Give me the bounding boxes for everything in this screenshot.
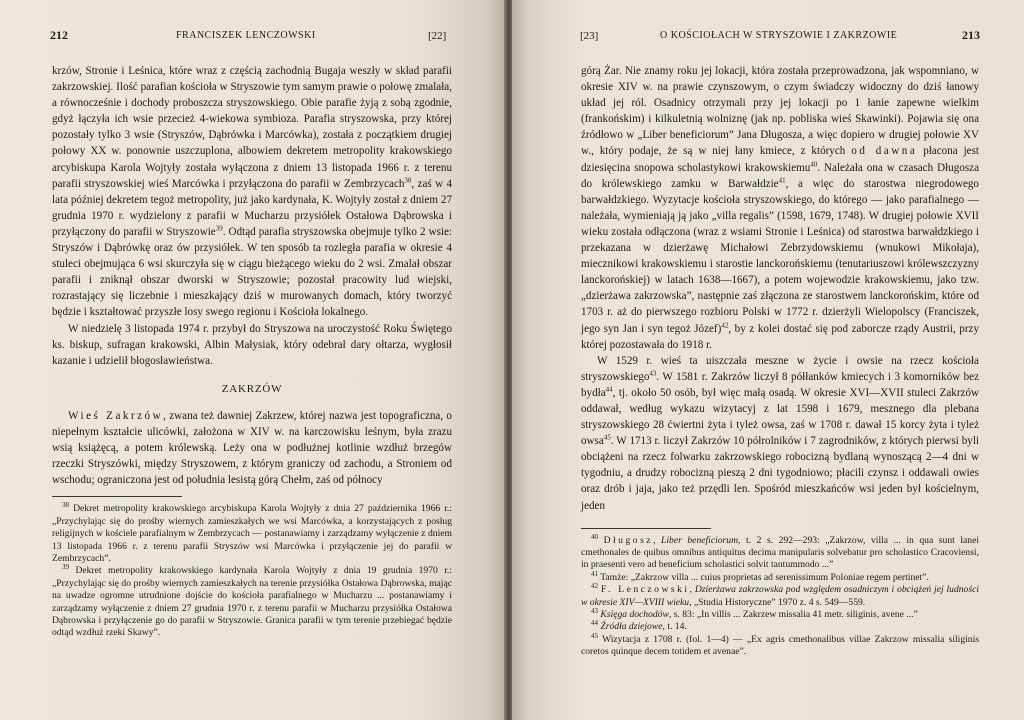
section-title: ZAKRZÓW (221, 382, 283, 395)
paragraph: krzów, Stronie i Leśnica, które wraz z częścią zachodnią Bugaja weszły w skład parafii zakrzowskiej. Ilość parafian kościoła w Stryszowie tym samym prawie o połowę zmalała, a równocześnie i dochody proboszcza stryszowskiego. Obie parafie żyją z sobą zgodnie, gdyż łączyła ich wsie przecież 4-wiekowa symbioza. Parafia stryszowska, przy której pozostały tylko 3 wsie (Stryszów, Dąbrówka i Marcówka), została z początkiem drugiej połowy XX w. ponownie uszczuplona, albowiem dekretem metropolity krakowskiego arcybiskupa Karola Wojtyły została wyłączona z dniem 13 listopada 1966 r. z terenu parafii stryszowskiej wieś Marcówka i przyłączona do parafii w Zembrzycach$^{38}$, zaś w 4 lata później dekretem tegoż metropolity, już jako kardynała, K. Wojtyły został z dniem 27 grudnia 1970 r. wydzielony z parafii w Mucharzu przysiółek Ostałowa Dąbrowska i przyłączony do parafii w Stryszowie$^{39}$. Odtąd parafia stryszowska obejmuje tylko 2 wsie: Stryszów i Dąbrówkę oraz ów przysiółek. W ten sposób ta rozległa parafia w okresie 4 stuleci obejmująca 6 wsi skurczyła się w ciągu bieżącego wieku do 2 wsi. Zmalał obszar parafii i zniknął obszar dworski w Stryszowie; pozostał pracowity lud wiejski, rozrastający się liczebnie i mieszkający dziś w murowanych domach, który tworzyć będzie i kształtować przyszłe losy swego regionu i Kościoła lokalnego. (52, 65, 452, 319)
paragraph: Wieś Zakrzów, zwana też dawniej Zakrzew, której nazwa jest topograficzna, o niepełnym kształcie ulicówki, założona w XIV w. na karczowisku leśnym, była zrazu wsią książęcą, a potem królewską. Leży ona w podłużnej kotlinie wzdłuż brzegów rzeczki Stryszówki, między Stryszowem, z którym graniczy od zachodu, a Stroniem od wschodu; ograniczona jest od południa lesistą górą Chełm, zaś od północy (52, 409, 452, 487)
footnote-ref: 38 (404, 175, 412, 184)
right-body (581, 63, 979, 659)
left-body (52, 63, 452, 640)
footnote: $^{43}$ Księga dochodów, s. 83: „In villis ... Zakrzew missalia 41 metr. siliginis, avene ...” (591, 606, 918, 621)
footnote: $^{40}$ Długosz, Liber beneficiorum, t. 2 s. 292—293: „Zakrzow, villa ... in qua sunt lanei cmethonales de quibus omnibus antiquitus decima manipularis solvebatur pro scholastico Cracoviensi, in praesenti vero ad beneficium scholastici solvit tantummodo ...” (581, 532, 980, 571)
header-bracket: [23] (580, 30, 599, 42)
page-number: 212 (50, 28, 68, 42)
footnote-ref: 41 (778, 175, 786, 184)
footnote-ref: 45 (603, 433, 611, 442)
footnote-divider (52, 496, 182, 497)
footnote-ref: 44 (605, 385, 613, 394)
header-bracket: [22] (428, 30, 447, 42)
footnotes (581, 532, 980, 659)
paragraph: W 1529 r. wieś ta uiszczała meszne w życie i owsie na rzecz kościoła stryszowskiego$^{43}$. W 1581 r. Zakrzów liczył 8 półłanków kmiecych i 3 komorników bez bydła$^{44}$, tj. około 50 osób, był więc małą osadą. W okresie XVI—XVII stuleci Zakrzów oddawał, według wykazu wizytacyj z lat 1598 i 1679, mesznego dla plebana stryszowskiego 28 ćwiertni żyta i tyleż owsa, zaś w 1708 r. dawał 15 korcy żyta i tyleż owsa$^{45}$. W 1713 r. liczył Zakrzów 10 półrolników i 7 zagrodników, z których pierwsi byli obciążeni na rzecz folwarku zakrzowskiego robocizną bydlaną wynoszącą 2—4 dni w tygodniu, a drudzy robocizną pieszą 2 dni tygodniowo; płacili czynsz i oddawali owies oraz drób i jaja, jako też przędli len. Spośród mieszkańców wsi jeden był kościelnym, jeden (581, 354, 979, 512)
footnote: $^{39}$ Dekret metropolity krakowskiego kardynała Karola Wojtyły z dnia 19 grudnia 1970 r.: „Przychylając się do prośby wiernych zamieszkałych na terenie przysiółka Ostałowa Dąbrowska, mając na uwadze ogromne utrudnione dojście do kościoła parafialnego w Mucharzu ... postanawiamy i zarządzamy wyłączenie z dniem 27 grudnia 1970 r. z terenu parafii w Mucharzu przysiółka Ostałowa Dąbrowska i przyłączenie go do parafii w Stryszowie. Granica parafii w tym terenie przebiegać będzie odtąd wzdłuż rzeki Skawy”. (52, 563, 452, 639)
footnote: $^{41}$ Tamże: „Zakrzow villa ... cuius proprietas ad serenissimum Poloniae regem pertinet”. (591, 569, 929, 583)
paragraph: W niedzielę 3 listopada 1974 r. przybył do Stryszowa na uroczystość Roku Świętego ks. biskup, sufragan krakowski, Albin Małysiak, który odebrał dary ołtarza, wygłosił kazanie i udzielił błogosławieństwa. (52, 322, 452, 367)
page-number: 213 (962, 28, 980, 42)
footnote: $^{45}$ Wizytacja z 1708 r. (fol. 1—4) — „Ex agris cmethonalibus villae Zakrzow missalia siliginis coretos quinque decem totidem et avenae”. (581, 631, 979, 658)
footnote-ref: 40 (810, 159, 818, 168)
footnote-ref: 43 (649, 369, 657, 378)
footnote-ref: 42 (721, 320, 729, 329)
right-page (512, 0, 1024, 720)
footnote: $^{38}$ Dekret metropolity krakowskiego arcybiskupa Karola Wojtyły z dnia 27 października 1966 r.: „Przychylając się do prośby wiernych zamieszkałych we wsi Marcówka, a korzystających z posług religijnych w kościele parafialnym w Zembrzycach — postanawiamy i zarządzamy wyłączenie z dniem 13 listopada 1966 r. z terenu parafii Stryszów wsi Marcówka i przyłączenie jej do parafii w Zembrzycach”. (52, 501, 452, 564)
footnote: $^{42}$ F. Lenczowski, Dzierżawa zakrzowska pod względem osadniczym i obciążeń jej ludności w okresie XIV—XVIII wieku, „Studia Historyczne” 1970 z. 4 s. 549—559. (581, 582, 979, 608)
footnotes (52, 503, 452, 639)
running-header: O KOŚCIOŁACH W STRYSZOWIE I ZAKRZOWIE (660, 30, 898, 41)
running-header: FRANCISZEK LENCZOWSKI (176, 30, 316, 41)
footnote: $^{44}$ Źródła dziejowe, t. 14. (591, 619, 687, 633)
paragraph: górą Żar. Nie znamy roku jej lokacji, która została przeprowadzona, jak wspomniano, w okresie XIV w. na prawie czynszowym, o czym świadczy widoczny do dziś łanowy układ jej ról. Osadnicy otrzymali przy jej lokacji po 1 łanie zapewne wielkim (frankońskim) i kilkuletnią wolniznę (jak np. pobliska wieś Skawinki). Pojawia się ona źródłowo w „Liber beneficiorum” Jana Długosza, a więc dopiero w drugiej połowie XV w., który podaje, że są w niej łany kmiece, z których od dawna płacona jest dziesięcina snopowa scholastykowi krakowskiemu$^{40}$. Należała ona w czasach Długosza do królewskiego zamku w Barwałdzie$^{41}$, a więc do starostwa niegrodowego barwałdzkiego. Wyzytacje kościoła stryszowskiego, do którego — jako parafialnego — należała, wymieniają ją jako „villa regalis” (1598, 1679, 1748). W drugiej połowie XVII wieku została odłączona (wraz z wsiami Stronie i Leśnica) od starostwa barwałdzkiego i przekazana w dzierżawę Michałowi Zebrzydowskiemu (wnukowi Mikołaja), miecznikowi krakowskiemu i starostie lanckorońskiemu (tenutariuszowi królewszczyzny lanckorońskiej) w latach 1638—1667), a potem wojewodzie krakowskiemu, jako tzw. „dzierżawa zakrzowska”, następnie zaś złączona ze starostwem lanckorońskim, które od 1703 r. aż do pierwszego rozbioru Polski w 1772 r. dzierżyli Wielopolscy (Franciszek, jego syn Jan i syn tegoż Józef)$^{42}$, by z kolei dostać się pod zaborcze rządy Austrii, przy której pozostawała do 1918 r. (581, 65, 980, 351)
footnote-divider (581, 528, 711, 529)
footnote-ref: 39 (215, 224, 223, 233)
left-page (0, 0, 506, 720)
